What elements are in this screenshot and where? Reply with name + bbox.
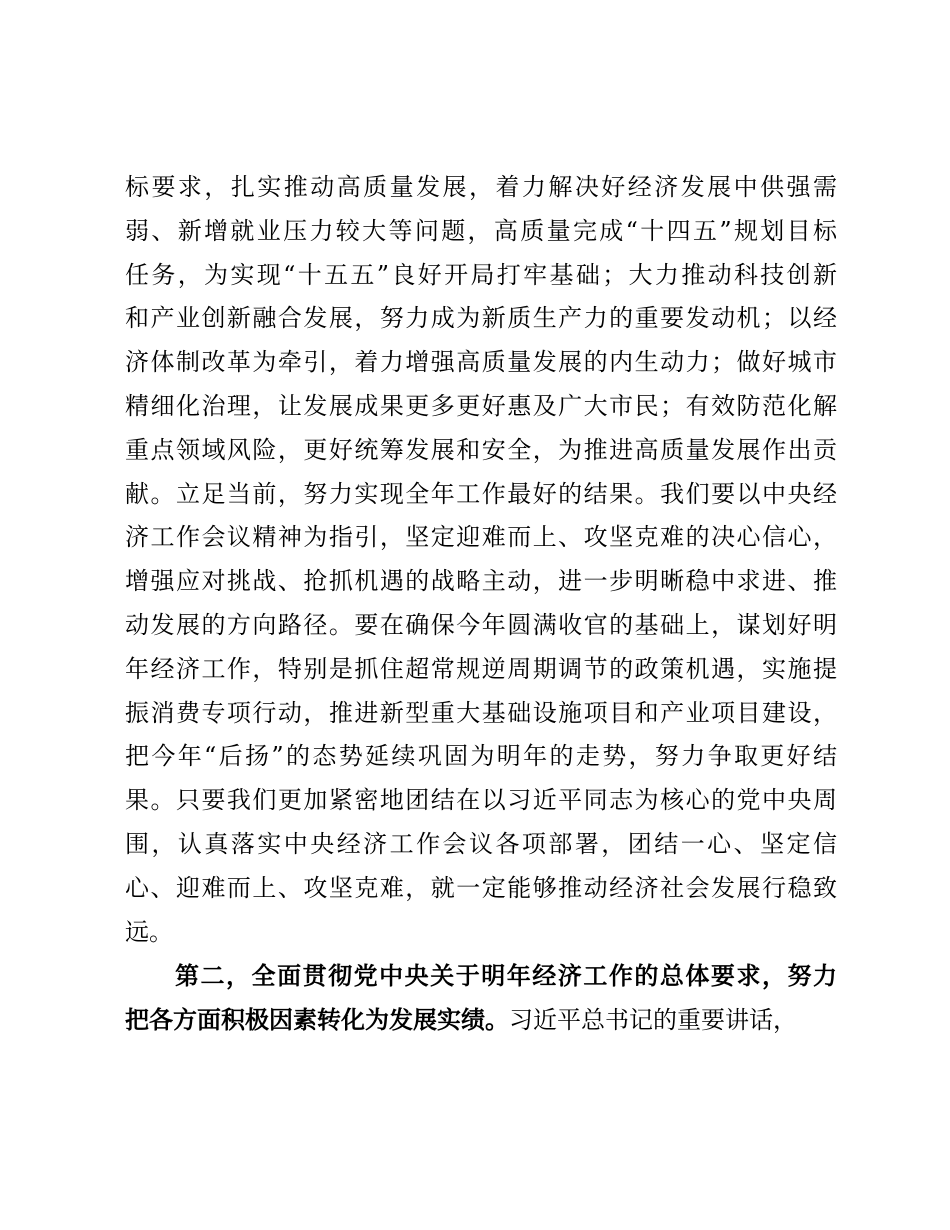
paragraph-2 — [125, 954, 837, 1042]
text-line: 把今年“后扬”的态势延续巩固为明年的走势，努力争取更好结 — [125, 742, 837, 771]
text-line: 济体制改革为牵引，着力增强高质量发展的内生动力；做好城市 — [125, 348, 837, 377]
text-line: 围，认真落实中央经济工作会议各项部署，团结一心、坚定信 — [125, 829, 837, 858]
text-line: 济工作会议精神为指引，坚定迎难而上、攻坚克难的决心信心， — [125, 523, 837, 552]
body-text — [125, 166, 837, 1042]
text-line: 动发展的方向路径。要在确保今年圆满收官的基础上，谋划好明 — [125, 610, 837, 639]
text-line: 年经济工作，特别是抓住超常规逆周期调节的政策机遇，实施提 — [125, 654, 837, 683]
text-line: 和产业创新融合发展，努力成为新质生产力的重要发动机；以经 — [125, 304, 837, 333]
text-line: 精细化治理，让发展成果更多更好惠及广大市民；有效防范化解 — [125, 391, 837, 420]
text-line: 任务，为实现“十五五”良好开局打牢基础；大力推动科技创新 — [125, 260, 837, 289]
text-line: 重点领域风险，更好统筹发展和安全，为推进高质量发展作出贡 — [125, 435, 837, 464]
text-line: 振消费专项行动，推进新型重大基础设施项目和产业项目建设， — [125, 698, 837, 727]
section-heading-text: 把各方面积极因素转化为发展实绩。 — [125, 1005, 509, 1035]
text-line: 标要求，扎实推动高质量发展，着力解决好经济发展中供强需 — [125, 173, 837, 201]
text-line: 果。只要我们更加紧密地团结在以习近平同志为核心的党中央周 — [125, 786, 837, 815]
paragraph-1 — [125, 166, 837, 954]
body-text-span: 习近平总书记的重要讲话， — [509, 1006, 797, 1035]
text-line: 献。立足当前，努力实现全年工作最好的结果。我们要以中央经 — [125, 479, 837, 508]
text-line — [125, 998, 837, 1042]
text-line: 心、迎难而上、攻坚克难，就一定能够推动经济社会发展行稳致 — [125, 873, 837, 902]
text-line: 远。 — [125, 917, 173, 946]
text-line: 弱、新增就业压力较大等问题，高质量完成“十四五”规划目标 — [125, 216, 837, 245]
section-heading-line: 第二，全面贯彻党中央关于明年经济工作的总体要求，努力 — [175, 961, 837, 991]
text-line: 增强应对挑战、抢抓机遇的战略主动，进一步明晰稳中求进、推 — [125, 567, 837, 596]
